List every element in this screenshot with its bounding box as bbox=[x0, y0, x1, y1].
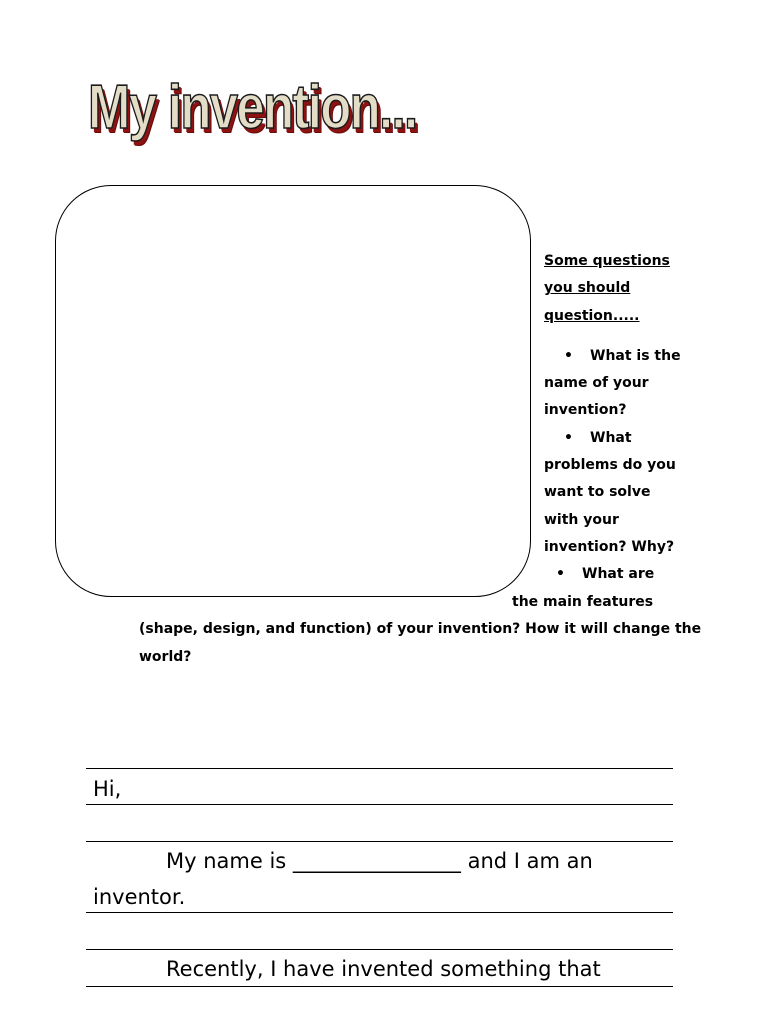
question-line: the main features bbox=[512, 594, 654, 610]
greeting-text: Hi, bbox=[93, 777, 122, 801]
bullet-icon: • bbox=[556, 566, 565, 582]
writing-line bbox=[86, 768, 673, 769]
question-line: • What is the bbox=[564, 343, 681, 370]
questions-heading-line-2: you should bbox=[544, 280, 631, 296]
question-line: world? bbox=[139, 649, 192, 665]
question-line: • What are bbox=[556, 561, 654, 588]
question-line: • What bbox=[564, 425, 632, 452]
questions-heading-line-3: question..... bbox=[544, 308, 640, 324]
bullet-icon: • bbox=[564, 430, 573, 446]
recent-invention-sentence: Recently, I have invented something that bbox=[166, 957, 601, 981]
question-line: with your bbox=[544, 512, 619, 528]
questions-heading-line-1: Some questions bbox=[544, 253, 670, 269]
bullet-icon: • bbox=[564, 348, 573, 364]
name-sentence: My name is ________________ and I am an bbox=[166, 849, 593, 873]
worksheet-title: My invention... bbox=[88, 73, 417, 142]
question-line: name of your bbox=[544, 375, 649, 391]
writing-line bbox=[86, 912, 673, 913]
question-line: invention? Why? bbox=[544, 539, 675, 555]
question-line: invention? bbox=[544, 402, 627, 418]
writing-line bbox=[86, 841, 673, 842]
question-line: problems do you bbox=[544, 457, 676, 473]
name-sentence-continued: inventor. bbox=[93, 885, 186, 909]
writing-line bbox=[86, 949, 673, 950]
drawing-area[interactable] bbox=[55, 185, 531, 597]
question-line: (shape, design, and function) of your invention? How it will change the bbox=[139, 621, 702, 637]
writing-line bbox=[86, 804, 673, 805]
writing-line bbox=[86, 986, 673, 987]
question-line: want to solve bbox=[544, 484, 651, 500]
